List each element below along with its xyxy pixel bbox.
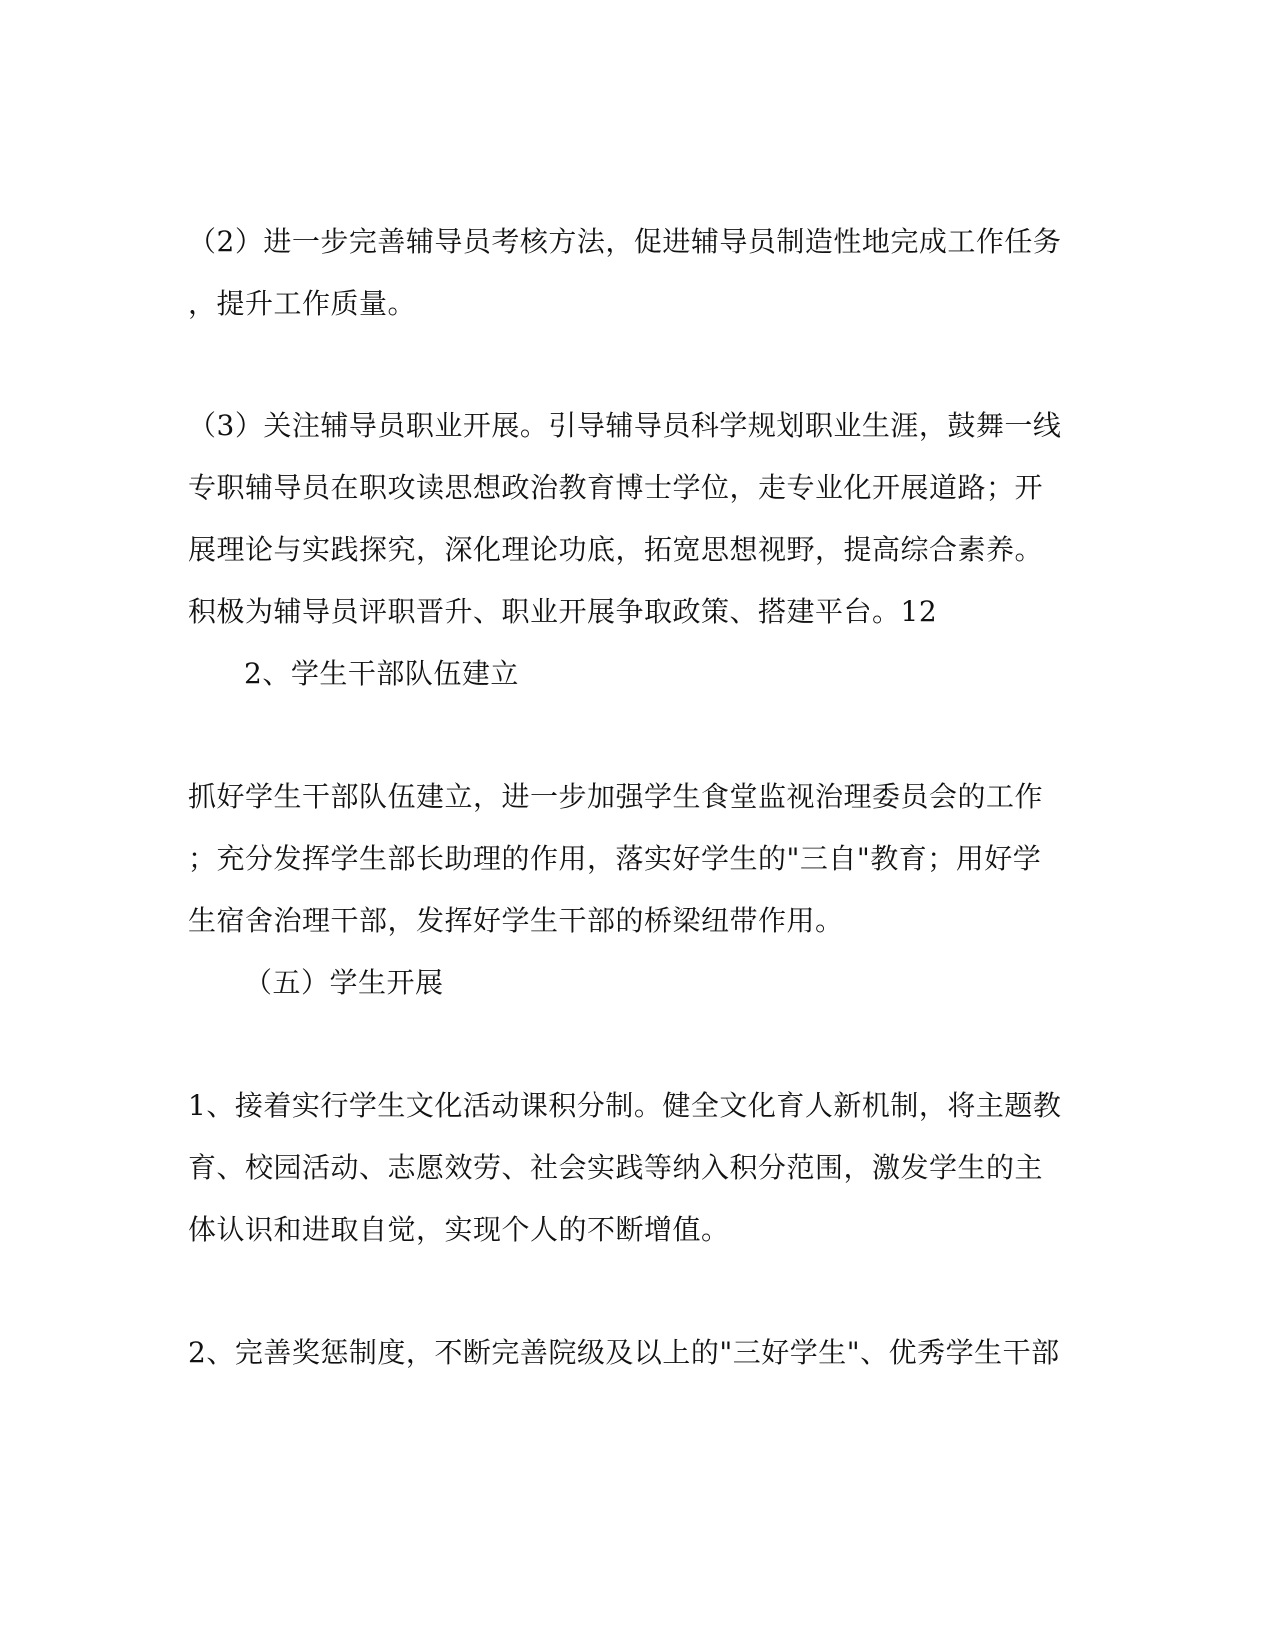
paragraph-line: 专职辅导员在职攻读思想政治教育博士学位，走专业化开展道路；开 — [188, 471, 1044, 504]
paragraph-line: 展理论与实践探究，深化理论功底，拓宽思想视野，提高综合素养。 — [188, 533, 1044, 566]
section-heading: 2、学生干部队伍建立 — [244, 657, 519, 690]
paragraph-line: 育、校园活动、志愿效劳、社会实践等纳入积分范围，激发学生的主 — [188, 1151, 1044, 1184]
paragraph-line: 积极为辅导员评职晋升、职业开展争取政策、搭建平台。12 — [188, 595, 938, 628]
paragraph-line: 抓好学生干部队伍建立，进一步加强学生食堂监视治理委员会的工作 — [188, 780, 1044, 813]
paragraph-line: （2）进一步完善辅导员考核方法，促进辅导员制造性地完成工作任务 — [188, 225, 1062, 258]
paragraph-line: 生宿舍治理干部，发挥好学生干部的桥梁纽带作用。 — [188, 904, 844, 937]
paragraph-line: 2、完善奖惩制度，不断完善院级及以上的"三好学生"、优秀学生干部 — [188, 1336, 1060, 1369]
paragraph-line: ，提升工作质量。 — [188, 287, 417, 320]
section-heading: （五）学生开展 — [244, 966, 444, 999]
paragraph-line: （3）关注辅导员职业开展。引导辅导员科学规划职业生涯，鼓舞一线 — [188, 409, 1062, 442]
paragraph-line: 1、接着实行学生文化活动课积分制。健全文化育人新机制，将主题教 — [188, 1089, 1062, 1122]
paragraph-line: ；充分发挥学生部长助理的作用，落实好学生的"三自"教育；用好学 — [188, 842, 1042, 875]
paragraph-line: 体认识和进取自觉，实现个人的不断增值。 — [188, 1213, 730, 1246]
